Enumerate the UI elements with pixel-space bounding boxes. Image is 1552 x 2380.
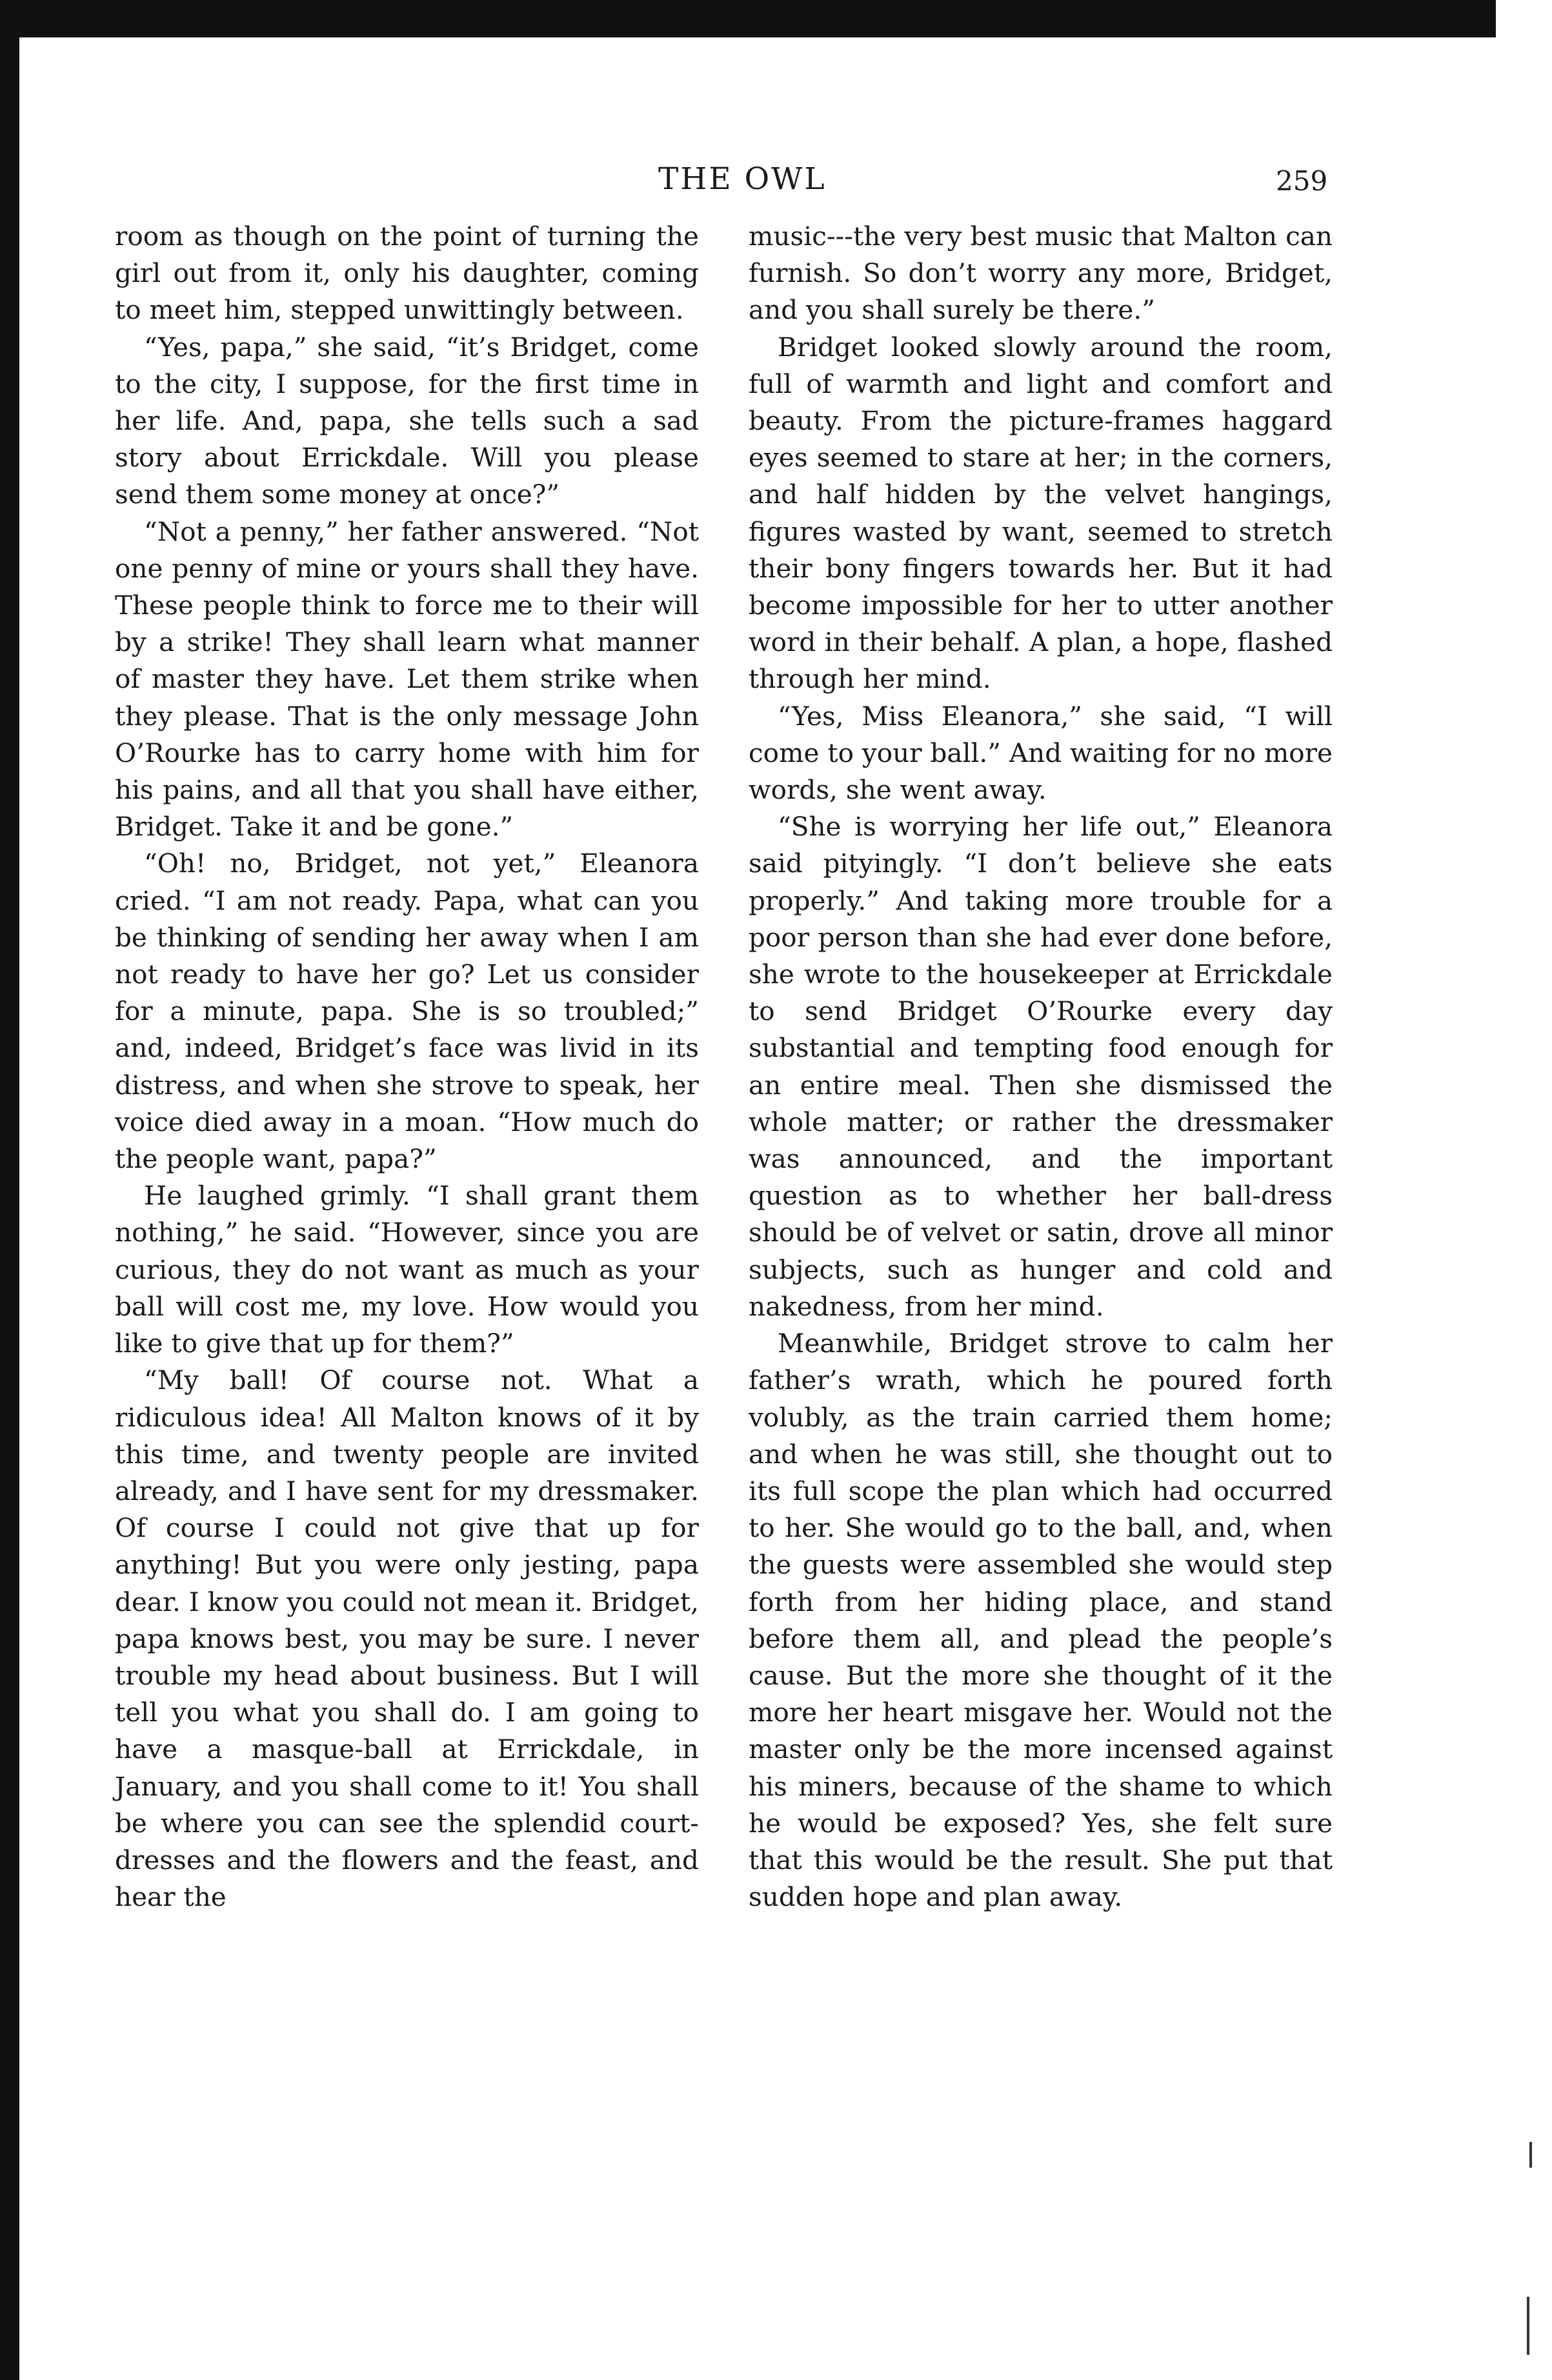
paragraph: “My ball! Of course not. What a ridiculous idea! All Malton knows of it by this time, and twenty people are invited already, and I have sent for my dressmaker. Of course I could not give that up for anything! But you were only jesting, papa dear. I know you could not mean it. Bridget, papa knows best, you may be sure. I never trouble my head about business. But I will tell you what you shall do. I am going to have a masque-ball at Errickdale, in January, and you shall come to it! You shall be where you can see the splendid court-dresses and the flowers and the feast, and hear the (115, 1365, 699, 1913)
paragraph: Meanwhile, Bridget strove to calm her father’s wrath, which he poured forth volubly, as the train carried them home; and when he was still, she thought out to its full scope the plan which had occurred to her. She would go to the ball, and, when the guests were assembled she would step forth from her hiding place, and stand before them all, and plead the people’s cause. But the more she thought of it the more her heart misgave her. Would not the master only be the more incensed against his miners, because of the shame to which he would be exposed? Yes, she felt sure that this would be the result. She put that sudden hope and plan away. (749, 1328, 1333, 1913)
margin-mark (1529, 2142, 1532, 2168)
margin-mark (1527, 2297, 1529, 2355)
paragraph: He laughed grimly. “I shall grant them nothing,” he said. “However, since you are curious, they do not want as much as your ball will cost me, my love. How would you like to give that up for them?” (115, 1180, 699, 1359)
page-header (0, 161, 1552, 206)
scan-border-top (0, 0, 1496, 37)
paragraph: “Yes, Miss Eleanora,” she said, “I will come to your ball.” And waiting for no more words, she went away. (749, 700, 1333, 806)
paragraph: room as though on the point of turning the girl out from it, only his daughter, coming to meet him, stepped unwittingly between. (115, 221, 699, 326)
paragraph: “Oh! no, Bridget, not yet,” Eleanora cried. “I am not ready. Papa, what can you be thinking of sending her away when I am not ready to have her go? Let us consider for a minute, papa. She is so troubled;” and, indeed, Bridget’s face was livid in its distress, and when she strove to speak, her voice died away in a moan. “How much do the people want, papa?” (115, 848, 699, 1175)
paragraph: “Not a penny,” her father answered. “Not one penny of mine or yours shall they have. These people think to force me to their will by a strike! They shall learn what manner of master they have. Let them strike when they please. That is the only message John O’Rourke has to carry home with him for his pains, and all that you shall have either, Bridget. Take it and be gone.” (115, 515, 699, 843)
paragraph: Bridget looked slowly around the room, full of warmth and light and comfort and beauty. From the picture-frames haggard eyes seemed to stare at her; in the corners, and half hidden by the velvet hangings, figures wasted by want, seemed to stretch their bony fingers towards her. But it had become impossible for her to utter another word in their behalf. A plan, a hope, flashed through her mind. (749, 331, 1333, 695)
page-number: 259 (1276, 165, 1328, 197)
running-title: THE OWL (658, 161, 827, 197)
scan-border-left (0, 0, 19, 2380)
right-column (749, 218, 1333, 1915)
left-column (115, 218, 699, 1915)
paragraph: “Yes, papa,” she said, “it’s Bridget, come to the city, I suppose, for the first time in her life. And, papa, she tells such a sad story about Errickdale. Will you please send them some money at once?” (115, 331, 699, 510)
paragraph: “She is worrying her life out,” Eleanora said pityingly. “I don’t believe she eats properly.” And taking more trouble for a poor person than she had ever done before, she wrote to the housekeeper at Errickdale to send Bridget O’Rourke every day substantial and tempting food enough for an entire meal. Then she dismissed the whole matter; or rather the dressmaker was announced, and the important question as to whether her ball-dress should be of velvet or satin, drove all minor subjects, such as hunger and cold and nakedness, from her mind. (749, 811, 1333, 1322)
paragraph: music---the very best music that Malton can furnish. So don’t worry any more, Bridget, and you shall surely be there.” (749, 221, 1333, 326)
